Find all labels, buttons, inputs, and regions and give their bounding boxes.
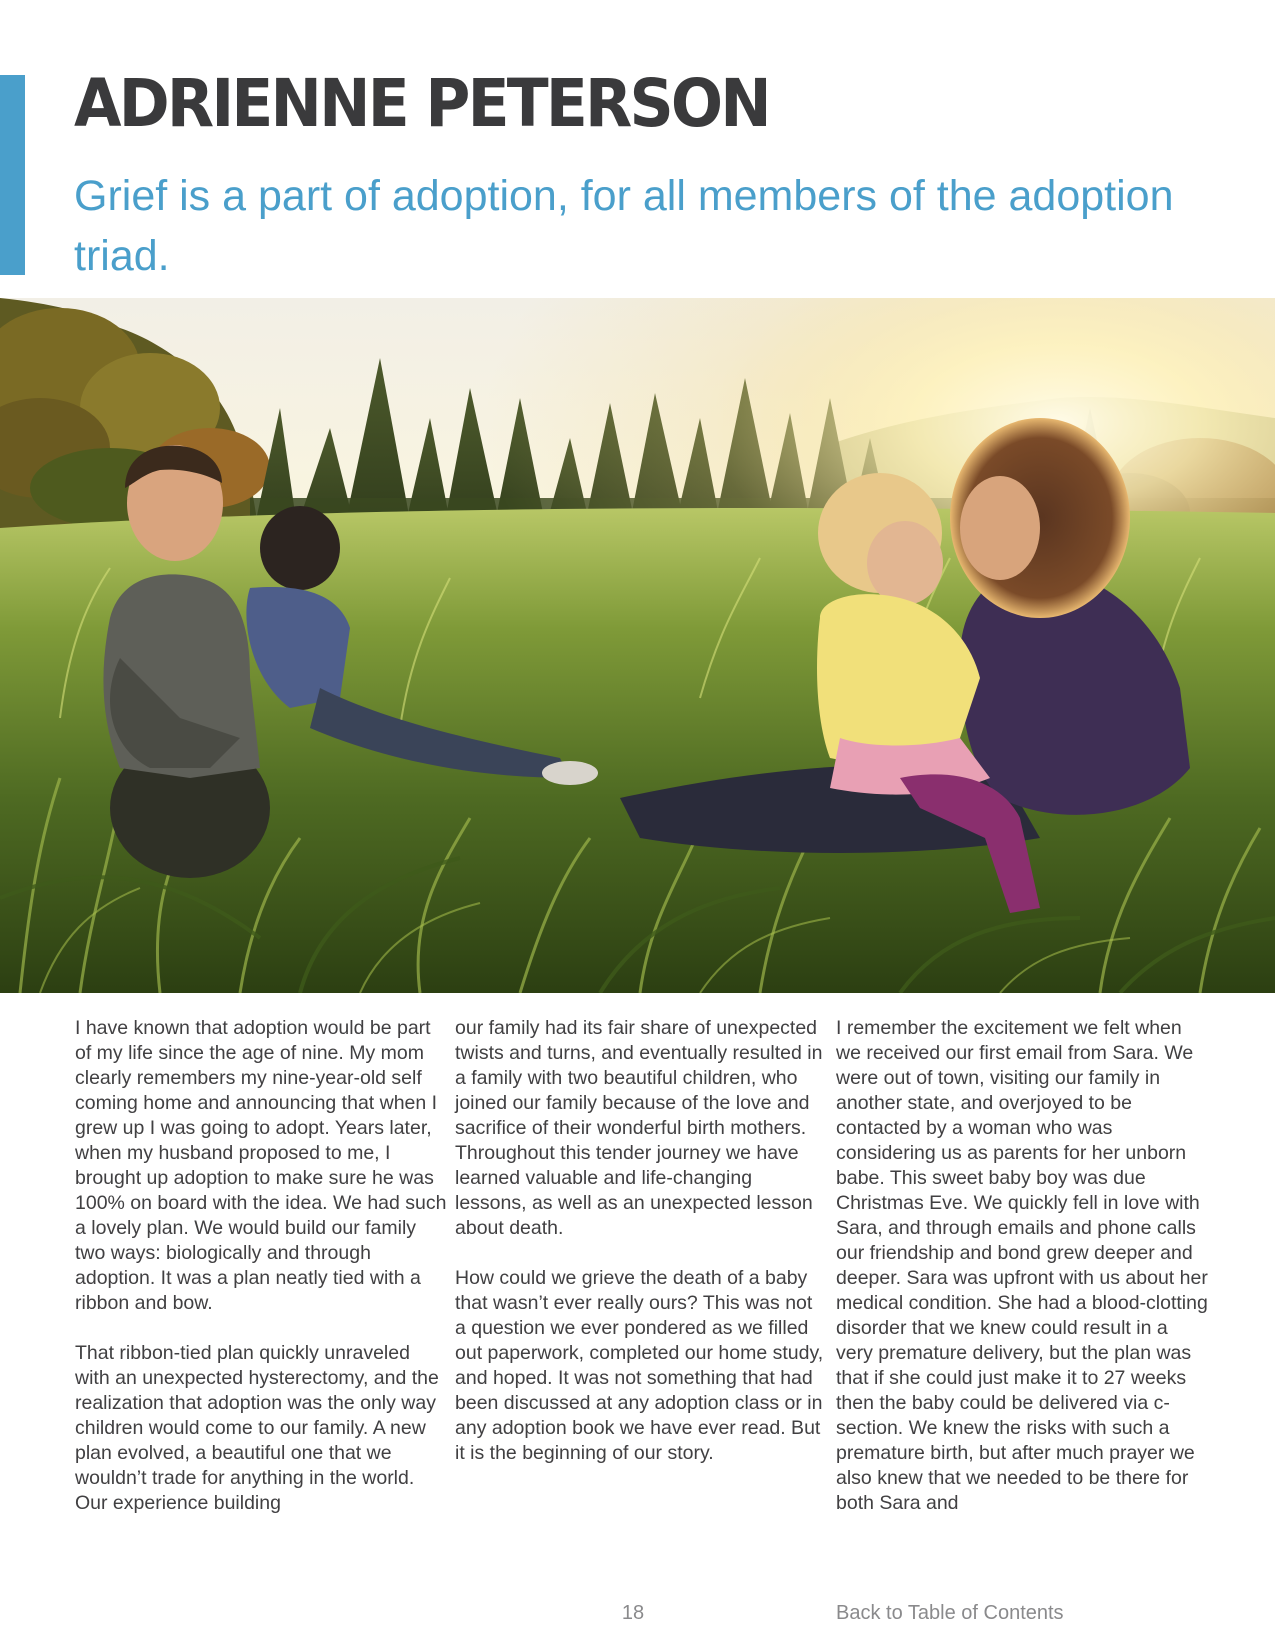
article-paragraph: How could we grieve the death of a baby that wasn’t ever really ours? This was not a question we ever pondered as we filled out paperwork, completed our home study, and hoped. It was not something that had been discussed at any adoption class or in any adoption book we have ever read. But it is the beginning of our story. — [455, 1267, 824, 1464]
article-column-1 — [75, 1016, 447, 1516]
back-to-toc-link[interactable]: Back to Table of Contents — [836, 1602, 1064, 1624]
article-column-2 — [455, 1016, 827, 1466]
page-number: 18 — [621, 1602, 645, 1624]
page-subtitle: Grief is a part of adoption, for all members of the adoption triad. — [74, 172, 1174, 280]
article-paragraph: I remember the excitement we felt when we received our first email from Sara. We were out of town, visiting our family in another state, and overjoyed to be contacted by a woman who was considering us as parents for her unborn babe. This sweet baby boy was due Christmas Eve. We quickly fell in love with Sara, and through emails and phone calls our friendship and bond grew deeper and deeper. Sara was upfront with us about her medical condition. She had a blood-clotting disorder that we knew could result in a very premature delivery, but the plan was that if she could just make it to 27 weeks then the baby could be delivered via c-section. We knew the risks with such a premature birth, but after much prayer we also knew that we needed to be there for both Sara and — [836, 1017, 1208, 1514]
article-paragraph: our family had its fair share of unexpected twists and turns, and eventually resulted in a family with two beautiful children, who joined our family because of the love and sacrifice of their wonderful birth mothers. Throughout this tender journey we have learned valuable and life-changing lessons, as well as an unexpected lesson about death. — [455, 1017, 823, 1239]
family-photo — [0, 298, 1275, 993]
accent-bar — [0, 75, 25, 275]
page-title: ADRIENNE PETERSON — [74, 65, 769, 142]
article-paragraph: That ribbon-tied plan quickly unraveled with an unexpected hysterectomy, and the realization that adoption was the only way children would come to our family. A new plan evolved, a beautiful one that we wouldn’t trade for anything in the world. Our experience building — [75, 1342, 439, 1514]
article-paragraph: I have known that adoption would be part of my life since the age of nine. My mom clearly remembers my nine-year-old self coming home and announcing that when I grew up I was going to adopt. Years later, when my husband proposed to me, I brought up adoption to make sure he was 100% on board with the idea. We had such a lovely plan. We would build our family two ways: biologically and through adoption. It was a plan neatly tied with a ribbon and bow. — [75, 1017, 447, 1314]
family-in-meadow-photo — [0, 298, 1275, 993]
article-column-3 — [836, 1016, 1208, 1516]
